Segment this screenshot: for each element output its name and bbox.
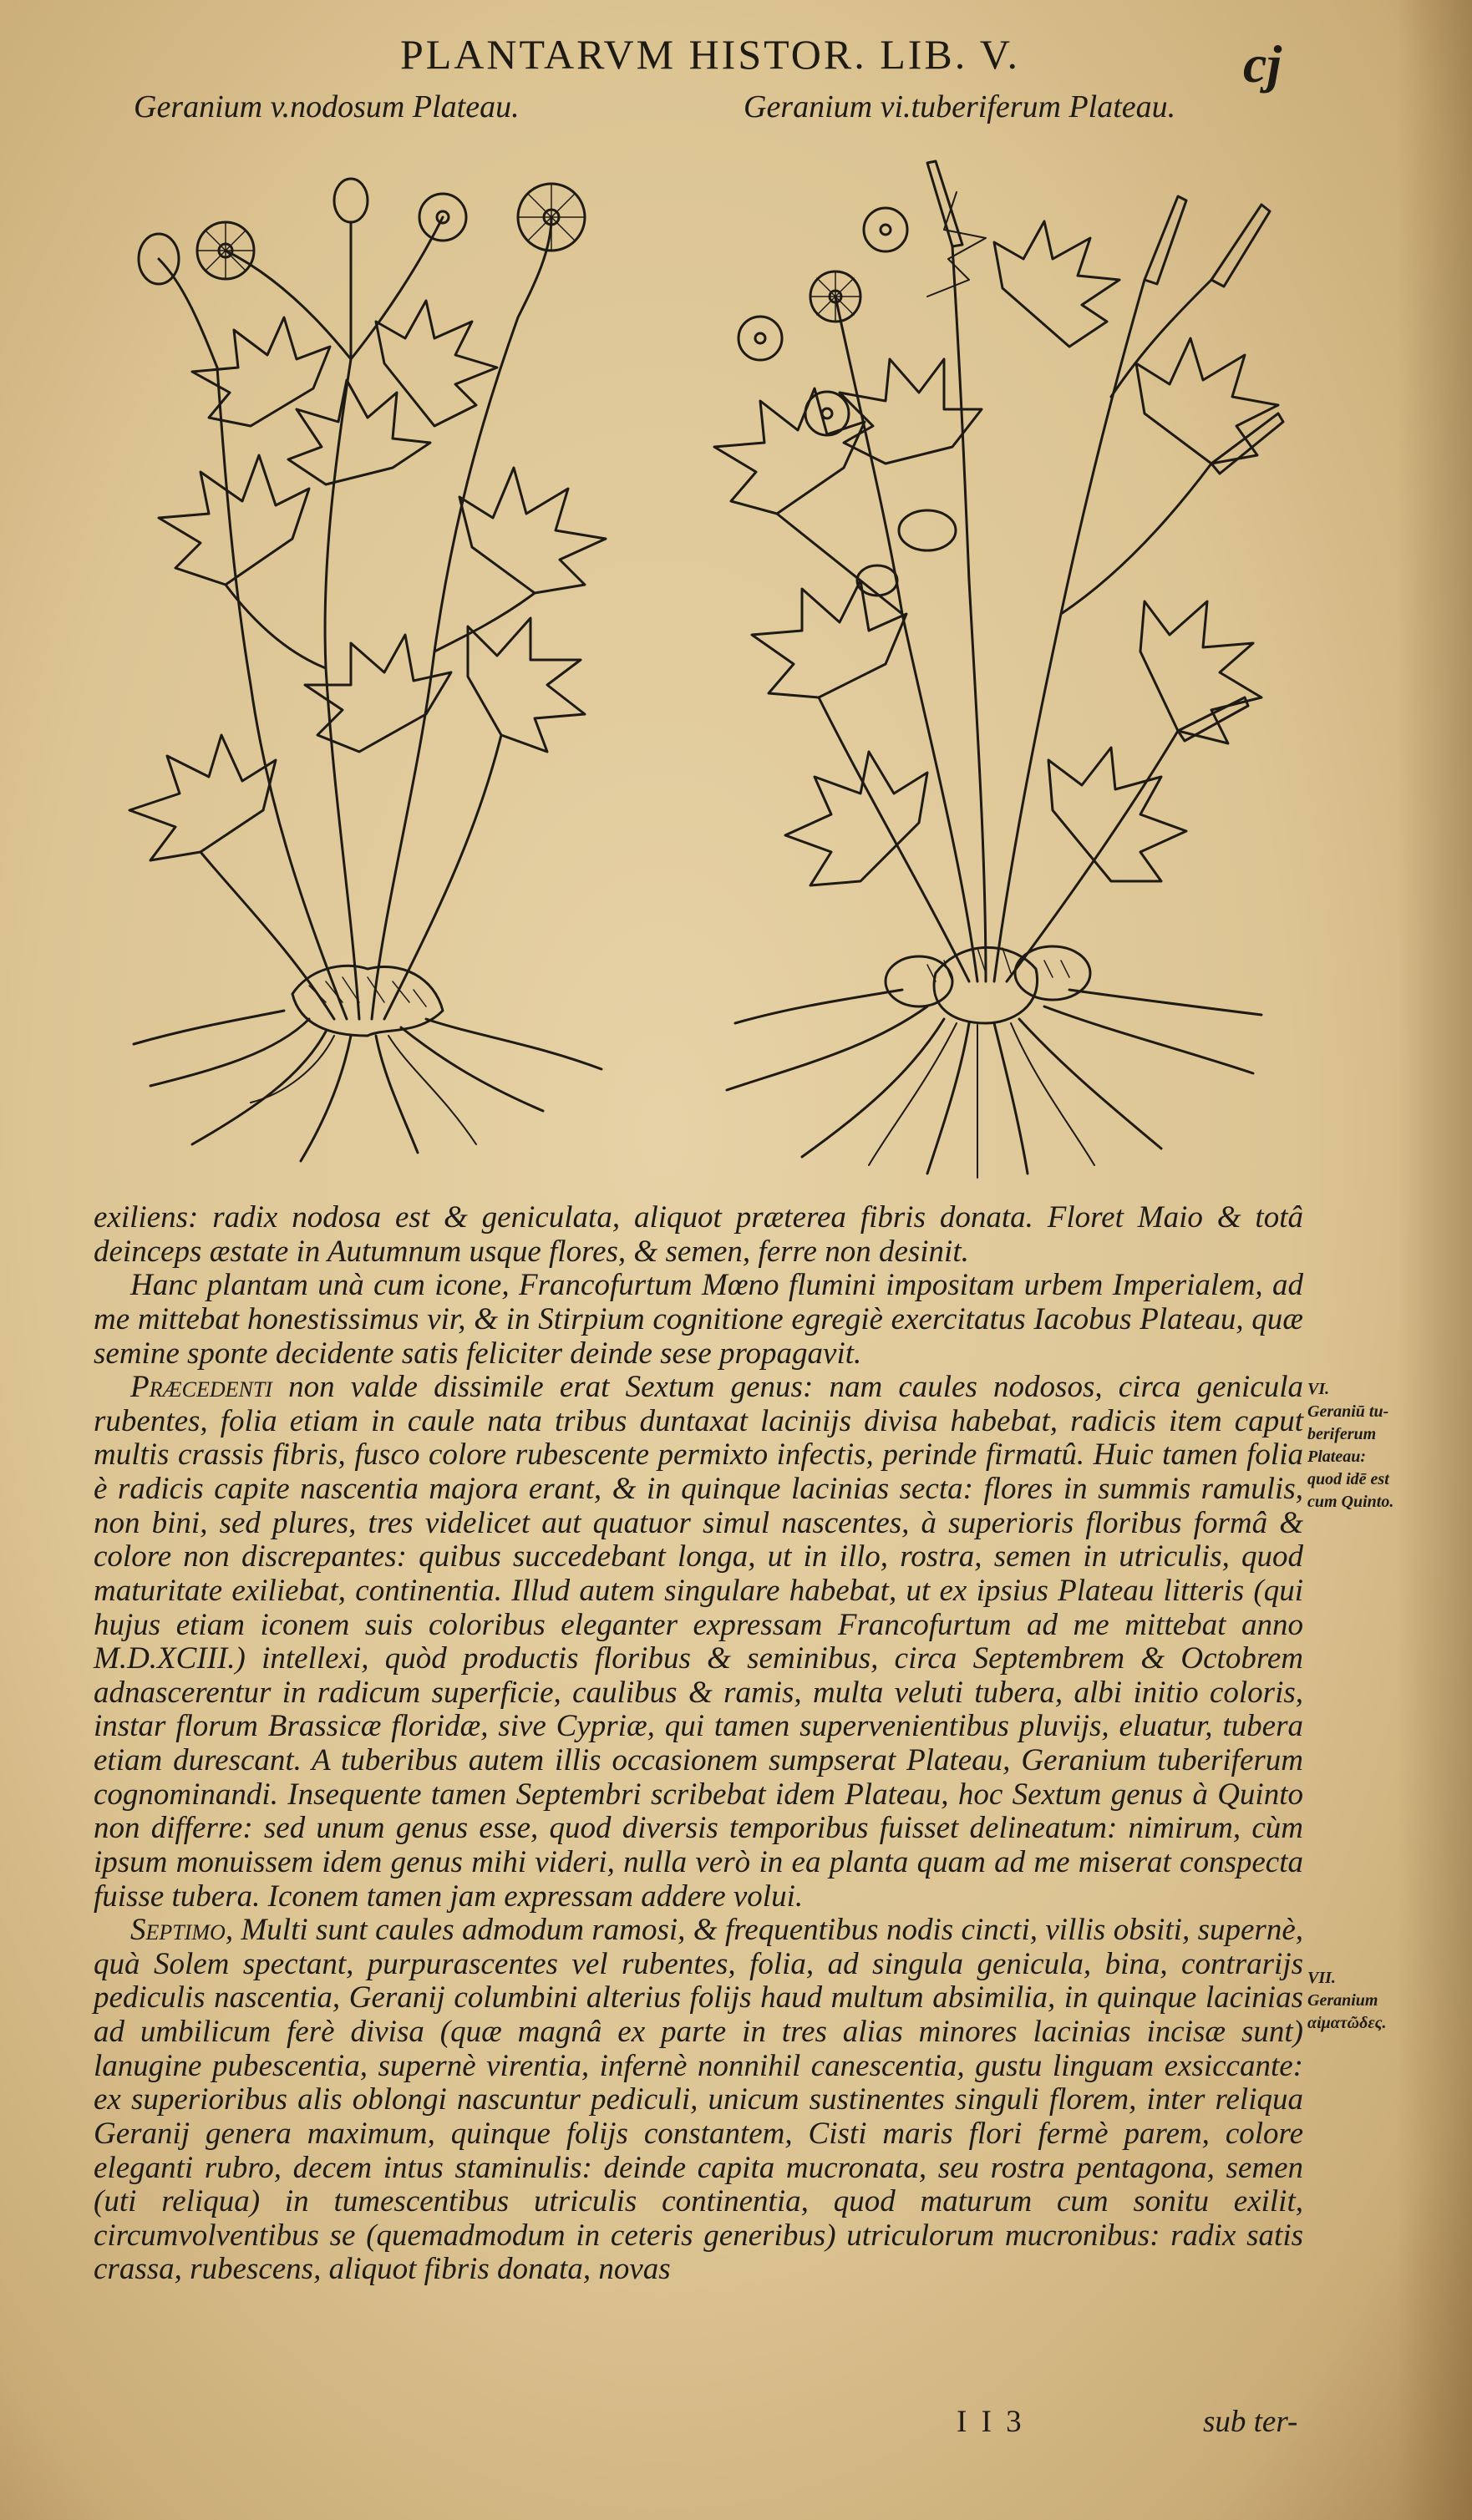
marginal-note-vi (1307, 1378, 1441, 1514)
paragraph-4-lead: Septimo, (130, 1913, 234, 1948)
marginal-line: Geranium (1307, 1991, 1378, 2010)
marginal-line: Plateau: (1307, 1448, 1366, 1466)
folio-number: cj (1243, 34, 1282, 94)
marginal-line: beriferum (1307, 1425, 1377, 1443)
catchword: sub ter- (1203, 2405, 1298, 2439)
marginal-line: quod idē est (1307, 1470, 1389, 1488)
paragraph-1: exiliens: radix nodosa est & geniculata, aliquot præterea fibris donata. Floret Maio & totâ deinceps æstate in Autumnum usque flores, & semen, ferre non desinit. (94, 1200, 1303, 1269)
marginal-line: Geraniū tu- (1307, 1402, 1389, 1421)
marginal-line: cum Quinto. (1307, 1493, 1394, 1511)
marginal-line: VII. (1307, 1969, 1336, 1987)
signature-mark: I I 3 (957, 2405, 1025, 2439)
woodcut-geranium-tuberiferum (677, 146, 1295, 1182)
page-edge-shadow (1397, 0, 1472, 2520)
marginal-note-vii (1307, 1967, 1441, 2035)
caption-left: Geranium v.nodosum Plateau. (134, 89, 520, 124)
marginal-line: αἱματῶδες. (1307, 2014, 1387, 2032)
paragraph-3 (94, 1371, 1303, 1914)
paragraph-4 (94, 1914, 1303, 2287)
marginal-line: VI. (1307, 1380, 1330, 1398)
running-title: PLANTARVM HISTOR. LIB. V. (399, 31, 1021, 78)
caption-right: Geranium vi.tuberiferum Plateau. (744, 89, 1176, 124)
paragraph-4-body: Multi sunt caules admodum ramosi, & frequentibus nodis cincti, villis obsiti, supernè, quà Solem spectant, purpurascentes vel rubentes, folia, ad singula genicula, bina, contrarijs pediculis nascentia, Geranij columbini alterius folijs haud multum absimilia, in quinque lacinias ad umbilicum ferè divisa (quæ magnâ ex parte in tres alias minores lacinias incisæ sunt) lanugine pubescentia, supernè virentia, infernè nonnihil canescentia, gustu linguam exsiccante: ex superioribus alis oblongi nascuntur pediculi, unicum sustinentes singuli florem, inter reliqua Geranij genera maximum, quinque folijs constantem, Cisti maris flori fermè parem, colore eleganti rubro, decem intus staminulis: deinde capita mucronata, seu rostra pentagona, semen (uti reliqua) in tumescentibus utriculis continentia, quod maturum cum sonitu exilit, circumvolventibus se (quemadmodum in ceteris generibus) utriculorum mucronibus: radix satis crassa, rubescens, aliquot fibris donata, novas (94, 1913, 1303, 2287)
woodcut-geranium-nodosum (84, 150, 652, 1178)
paragraph-2: Hanc plantam unà cum icone, Francofurtum Mœno flumini impositam urbem Imperialem, ad me mittebat honestissimus vir, & in Stirpium cognitione egregiè exercitatus Iacobus Plateau, quæ semine sponte decidente satis feliciter deinde sese propagavit. (94, 1268, 1303, 1371)
paragraph-3-body: non valde dissimile erat Sextum genus: nam caules nodosos, circa genicula rubentes, folia etiam in caule nata tribus duntaxat lacinijs divisa habebat, radicis item caput multis crassis fibris, fusco colore rubescente permixto infectis, perinde firmatû. Huic tamen folia è radicis capite nascentia majora erant, & in quinque lacinias secta: flores in summis ramulis, non bini, sed plures, tres videlicet aut quatuor simul nascentes, à superioris floribus formâ & colore non discrepantes: quibus succedebant longa, ut in illo, rostra, semen in utriculis, quod maturitate exiliebat, continentia. Illud autem singulare habebat, ut ex ipsius Plateau litteris (qui hujus etiam iconem suis coloribus eleganter expressam Francofurtum ad me mittebat anno M.D.XCIII.) intellexi, quòd productis floribus & seminibus, circa Septembrem & Octobrem adnascerentur in radicum superficie, caulibus & ramis, multa veluti tubera, albi initio coloris, instar florum Brassicæ floridæ, sive Cypriæ, qui tamen supervenientibus pluvijs, eluatur, tubera etiam durescant. A tuberibus autem illis occasionem sumpserat Plateau, Geranium tuberiferum cognominandi. Insequente tamen Septembri scribebat idem Plateau, hoc Sextum genus à Quinto non differre: sed unum genus esse, quod diversis temporibus fuisset delineatum: nimirum, cùm ipsum monuissem idem genus mihi videri, nulla verò in ea planta quam ad me miserat conspecta fuisse tubera. Iconem tamen jam expressam addere volui. (94, 1370, 1303, 1914)
paragraph-3-lead: Præcedenti (130, 1370, 272, 1405)
body-text (94, 1201, 1303, 2287)
